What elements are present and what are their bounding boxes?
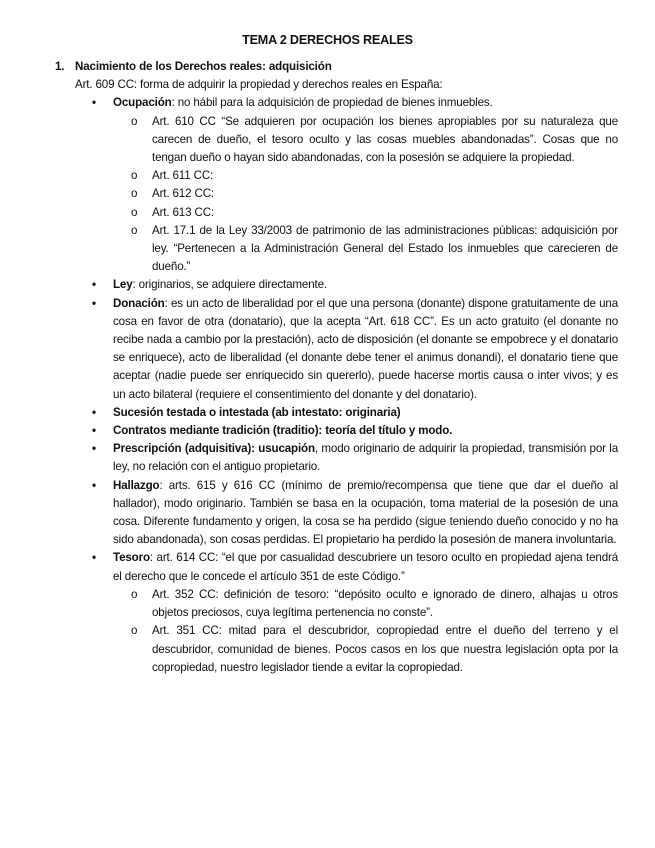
- item-text: : art. 614 CC: “el que por casualidad descubriere un tesoro oculto en propiedad ajena tendrá el derecho que le concede el artículo 351 de este Código.”: [113, 551, 618, 583]
- item-text: , modo originario de adquirir la propiedad, transmisión por la ley, no relación con el antiguo propietario.: [113, 442, 618, 474]
- item-label: Ley: [113, 278, 133, 292]
- bullet-icon: •: [92, 296, 96, 310]
- list-item-tesoro: [0, 549, 655, 585]
- list-item-hallazgo: [0, 477, 655, 550]
- sub-item: [0, 204, 655, 222]
- bullet-icon: •: [92, 424, 96, 438]
- sub-item-text: Art. 613 CC:: [152, 205, 214, 219]
- item-label: Donación: [113, 296, 165, 310]
- item-text: : originarios, se adquiere directamente.: [132, 278, 327, 292]
- sub-item-text: Art. 351 CC: mitad para el descubridor, copropiedad entre el dueño del terreno y el descubridor, comunidad de bienes. Pocos casos en los que nuestra legislación opta por la copropiedad, nuestro legislador tiende a evitar la copropiedad.: [152, 624, 618, 674]
- list-item-sucesion: [0, 404, 655, 422]
- circle-bullet-icon: o: [131, 169, 138, 183]
- item-text: : arts. 615 y 616 CC (mínimo de premio/recompensa que tiene que dar el dueño al hallador), modo originario. También se basa en la ocupación, toma material de la posesión de una cosa. Diferente fundamento y origen, la cosa se ha perdido (sigue teniendo dueño conocido y no ha sido abandonada), son cosas perdidas. El propietario ha perdido la posesión de manera involuntaria.: [113, 478, 618, 547]
- sub-item: [0, 185, 655, 203]
- list-item-prescripcion: [0, 440, 655, 476]
- circle-bullet-icon: o: [131, 624, 138, 638]
- item-label: Hallazgo: [113, 478, 160, 492]
- sub-item: [0, 222, 655, 277]
- section-number: 1.: [55, 60, 65, 73]
- bullet-icon: •: [92, 278, 96, 292]
- bullet-icon: •: [92, 405, 96, 419]
- sub-item-text: Art. 611 CC:: [152, 169, 214, 183]
- circle-bullet-icon: o: [131, 587, 138, 601]
- document-body: [0, 58, 655, 677]
- list-item-ley: [0, 276, 655, 294]
- item-label: Ocupación: [113, 96, 172, 110]
- sub-item-text: Art. 612 CC:: [152, 187, 214, 201]
- sub-item: [0, 167, 655, 185]
- section-heading-text: Nacimiento de los Derechos reales: adquisición: [75, 60, 332, 73]
- bullet-icon: •: [92, 551, 96, 565]
- sub-item: [0, 113, 655, 168]
- list-item-ocupacion: [0, 94, 655, 112]
- list-item-donacion: [0, 295, 655, 404]
- item-label: Tesoro: [113, 551, 150, 565]
- circle-bullet-icon: o: [131, 205, 138, 219]
- sub-item-text: Art. 352 CC: definición de tesoro: “depósito oculto e ignorado de dinero, alhajas u otros objetos preciosos, cuya legítima pertenencia no conste”.: [152, 587, 618, 620]
- section-heading: [0, 58, 655, 76]
- list-item-contratos: [0, 422, 655, 440]
- item-text: : no hábil para la adquisición de propiedad de bienes inmuebles.: [171, 96, 493, 110]
- sub-item: [0, 586, 655, 622]
- circle-bullet-icon: o: [131, 114, 138, 128]
- sub-item-text: Art. 17.1 de la Ley 33/2003 de patrimonio de las administraciones públicas: adquisición por ley. “Pertenecen a la Administración General del Estado los inmuebles que carecieren de dueño.”: [152, 223, 618, 274]
- circle-bullet-icon: o: [131, 187, 138, 201]
- bullet-icon: •: [92, 478, 96, 492]
- sub-item: [0, 622, 655, 677]
- item-label: Prescripción (adquisitiva): usucapión: [113, 442, 315, 456]
- item-text: : es un acto de liberalidad por el que una persona (donante) dispone gratuitamente de una cosa en favor de otra (donatario), que la acepta “Art. 618 CC”. Es un acto gratuito (el donante no recibe nada a cambio por la prestación), acto de disposición (el donante se empobrece y el donatario se enriquece), acto de liberalidad (el donante debe tener el animus donandi), el donatario tiene que aceptar (nadie puede ser enriquecido sin quererlo), puede hacerse mortis causa o inter vivos; y es un acto bilateral (requiere el consentimiento del donante y del donatario).: [113, 296, 618, 401]
- sub-item-text: Art. 610 CC “Se adquieren por ocupación los bienes apropiables por su naturaleza que carecen de dueño, el tesoro oculto y las cosas muebles abandonadas”. Cosas que no tengan dueño o hayan sido abandonadas, con la posesión se adquiere la propiedad.: [152, 114, 618, 165]
- document-title: TEMA 2 DERECHOS REALES: [242, 33, 413, 47]
- circle-bullet-icon: o: [131, 223, 138, 237]
- bullet-icon: •: [92, 442, 96, 456]
- section-intro: Art. 609 CC: forma de adquirir la propiedad y derechos reales en España:: [75, 78, 443, 92]
- bullet-icon: •: [92, 96, 96, 110]
- item-label: Sucesión testada o intestada (ab intestato: originaria): [113, 405, 401, 419]
- item-label: Contratos mediante tradición (traditio): teoría del título y modo.: [113, 424, 453, 438]
